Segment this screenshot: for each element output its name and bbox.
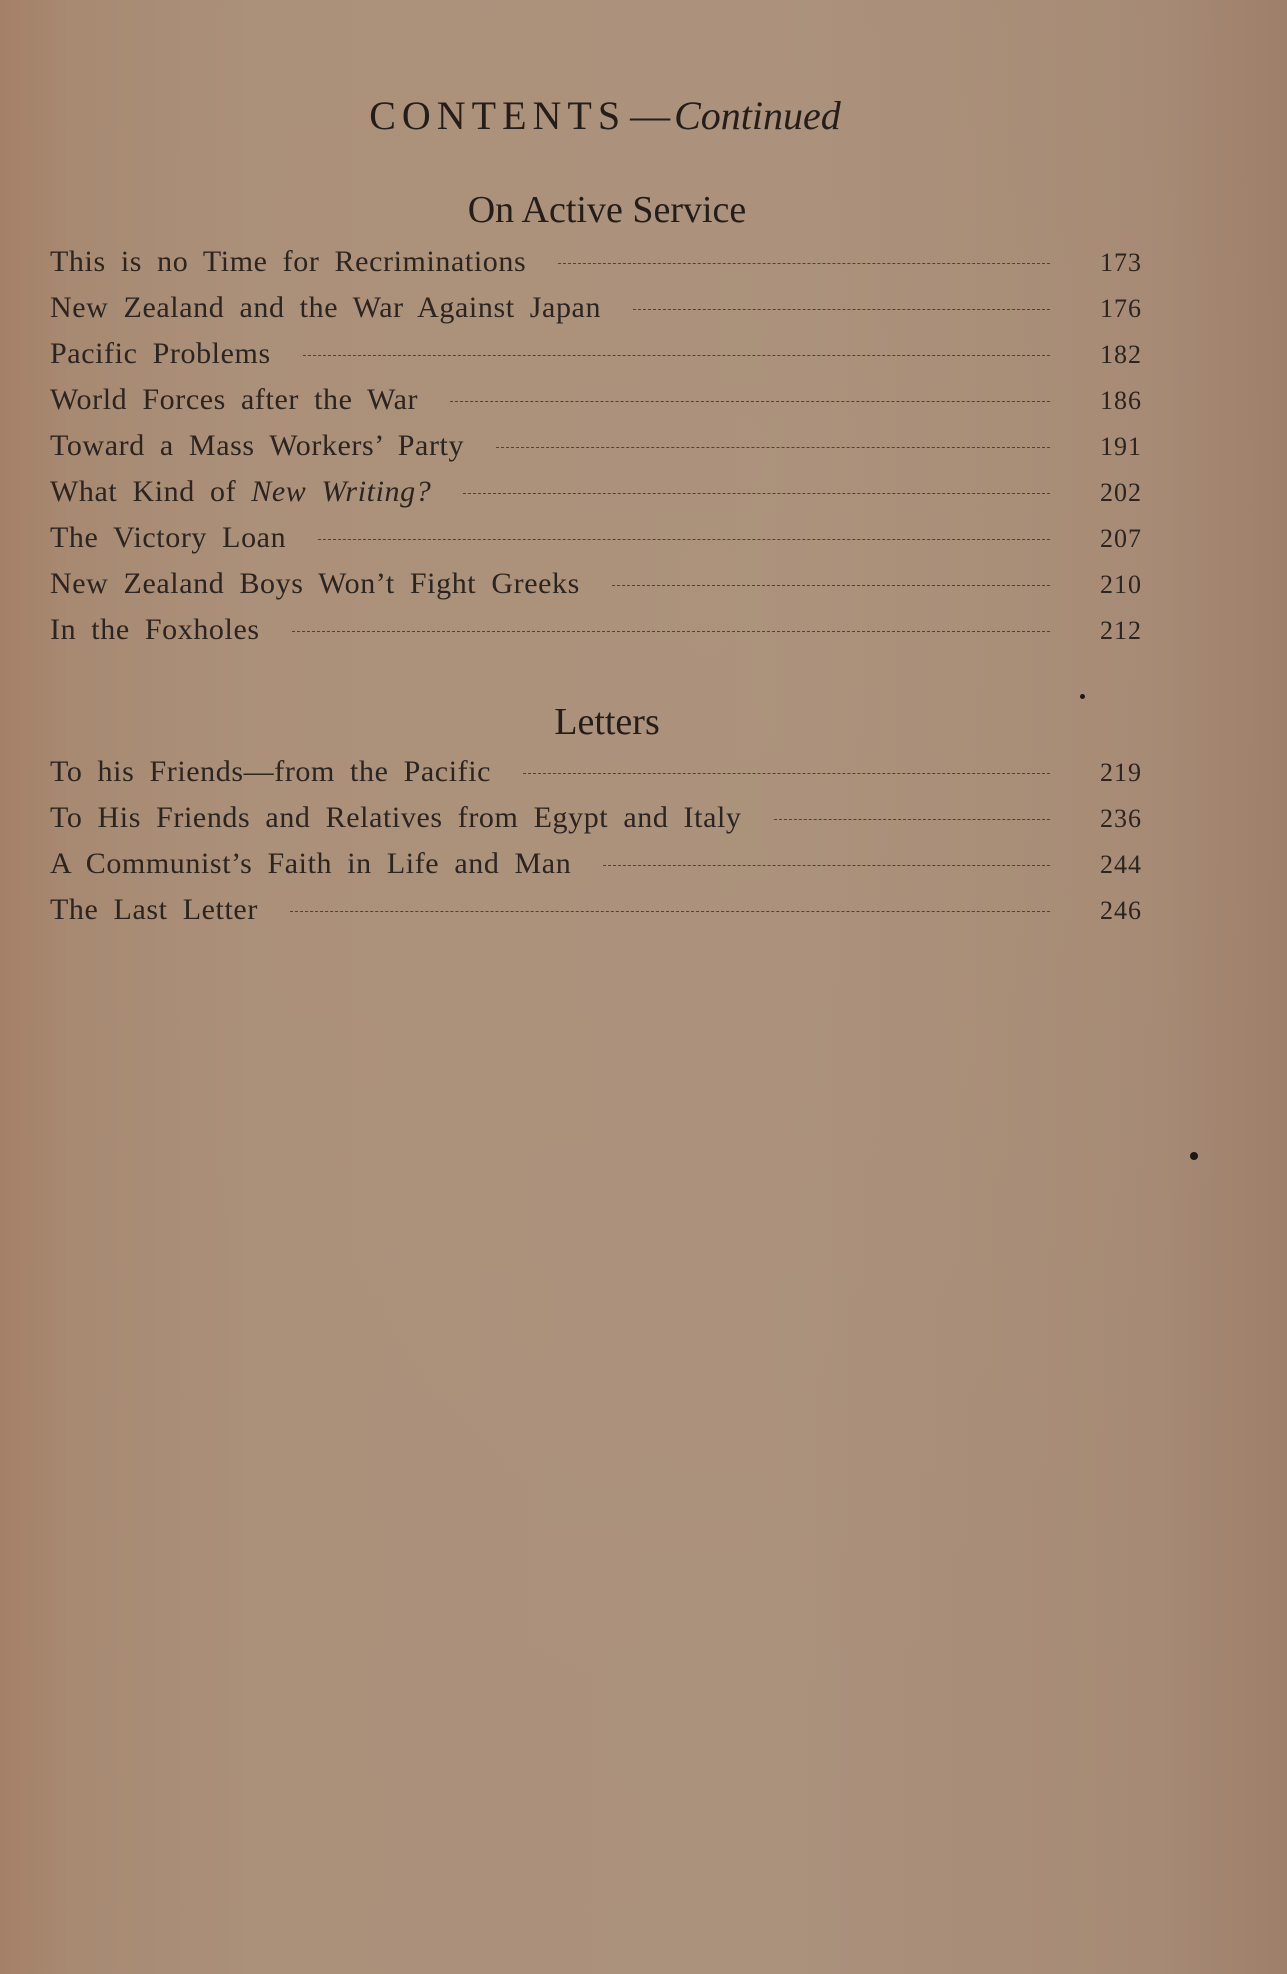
paper-speck bbox=[1080, 694, 1085, 699]
entry-title: A Communist’s Faith in Life and Man bbox=[50, 847, 572, 880]
dot-leader bbox=[496, 447, 1050, 448]
dot-leader bbox=[612, 585, 1050, 586]
toc-entry bbox=[50, 613, 1142, 659]
toc-entry bbox=[50, 755, 1142, 801]
dot-leader bbox=[523, 773, 1050, 774]
dot-leader bbox=[633, 309, 1050, 310]
entry-page-number: 236 bbox=[1100, 804, 1142, 833]
toc-entry bbox=[50, 475, 1142, 521]
entry-title: To his Friends—from the Pacific bbox=[50, 755, 492, 788]
toc-entry bbox=[50, 291, 1142, 337]
entry-title: The Victory Loan bbox=[50, 521, 287, 554]
entry-page-number: 186 bbox=[1100, 386, 1142, 415]
entry-page-number: 212 bbox=[1100, 616, 1142, 645]
entry-title: To His Friends and Relatives from Egypt and Italy bbox=[50, 801, 742, 834]
entry-title: Pacific Problems bbox=[50, 337, 271, 370]
entry-title: New Zealand and the War Against Japan bbox=[50, 291, 602, 324]
toc-list-on-active-service bbox=[50, 245, 1142, 659]
toc-entry bbox=[50, 521, 1142, 567]
dot-leader bbox=[463, 493, 1050, 494]
entry-title: World Forces after the War bbox=[50, 383, 419, 416]
toc-entry bbox=[50, 847, 1142, 893]
toc-entry bbox=[50, 567, 1142, 613]
entry-title-italic: New Writing? bbox=[251, 475, 432, 508]
entry-title: New Zealand Boys Won’t Fight Greeks bbox=[50, 567, 580, 600]
page-heading bbox=[0, 92, 1210, 139]
entry-title bbox=[50, 475, 431, 509]
toc-list-letters bbox=[50, 755, 1142, 939]
entry-page-number: 202 bbox=[1100, 478, 1142, 507]
dot-leader bbox=[558, 263, 1050, 264]
section-title-letters: Letters bbox=[554, 701, 660, 743]
entry-title: The Last Letter bbox=[50, 893, 258, 926]
entry-page-number: 244 bbox=[1100, 850, 1142, 879]
dot-leader bbox=[603, 865, 1050, 866]
entry-page-number: 246 bbox=[1100, 896, 1142, 925]
entry-page-number: 191 bbox=[1100, 432, 1142, 461]
dot-leader bbox=[318, 539, 1050, 540]
dot-leader bbox=[290, 911, 1050, 912]
entry-page-number: 219 bbox=[1100, 758, 1142, 787]
entry-page-number: 210 bbox=[1100, 570, 1142, 599]
entry-page-number: 173 bbox=[1100, 248, 1142, 277]
toc-entry bbox=[50, 801, 1142, 847]
entry-title: This is no Time for Recriminations bbox=[50, 245, 527, 278]
entry-page-number: 176 bbox=[1100, 294, 1142, 323]
heading-dash: — bbox=[630, 93, 671, 138]
dot-leader bbox=[292, 631, 1050, 632]
paper-speck bbox=[1190, 1152, 1198, 1160]
toc-entry bbox=[50, 429, 1142, 475]
entry-page-number: 207 bbox=[1100, 524, 1142, 553]
entry-page-number: 182 bbox=[1100, 340, 1142, 369]
toc-entry bbox=[50, 337, 1142, 383]
section-title-on-active-service: On Active Service bbox=[467, 189, 747, 231]
toc-entry bbox=[50, 383, 1142, 429]
heading-main: CONTENTS bbox=[369, 93, 627, 138]
entry-title: In the Foxholes bbox=[50, 613, 260, 646]
toc-entry bbox=[50, 893, 1142, 939]
heading-continued: Continued bbox=[674, 93, 841, 138]
dot-leader bbox=[774, 819, 1050, 820]
toc-entry bbox=[50, 245, 1142, 291]
entry-title: Toward a Mass Workers’ Party bbox=[50, 429, 465, 462]
entry-title-plain: What Kind of bbox=[50, 475, 252, 508]
dot-leader bbox=[450, 401, 1050, 402]
dot-leader bbox=[303, 355, 1050, 356]
